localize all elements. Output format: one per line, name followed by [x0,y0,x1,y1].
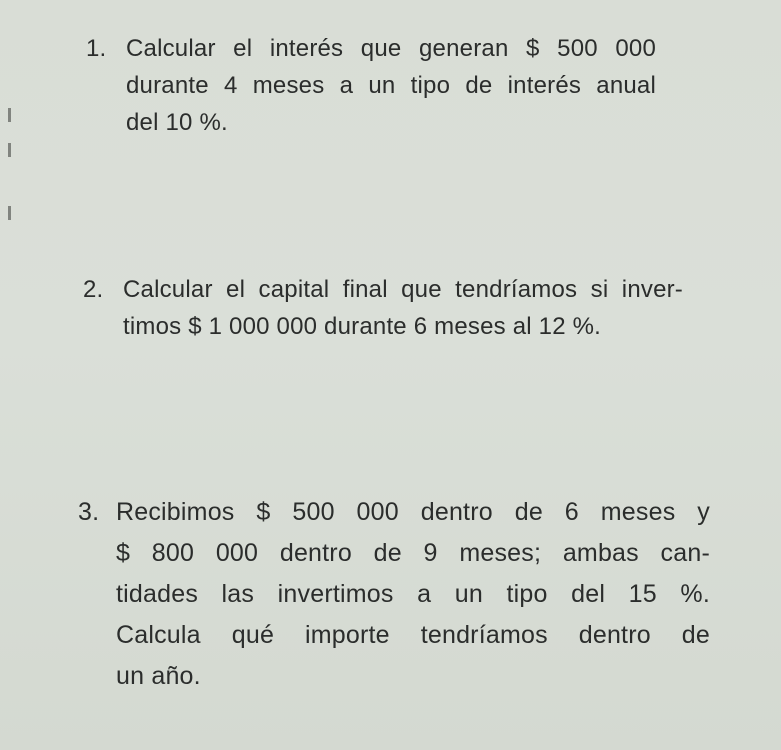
problem-line: tidades las invertimos a un tipo del 15 %. [116,580,710,608]
margin-mark [8,206,11,220]
problem-number: 1. [86,35,107,62]
problem-line: Calcular el interés que generan $ 500 000 [126,35,656,62]
problem-line: Recibimos $ 500 000 dentro de 6 meses y [116,498,710,526]
problem-3 [78,492,710,697]
problem-number: 3. [78,498,100,526]
problem-line: durante 4 meses a un tipo de interés anual [126,72,656,99]
problem-2 [83,271,683,345]
margin-mark [8,143,11,157]
problem-line: timos $ 1 000 000 durante 6 meses al 12 %. [123,313,602,340]
problem-text [123,271,683,345]
problem-line: un año. [116,662,201,690]
problem-text [126,30,656,141]
problem-1 [86,30,656,141]
problem-line: Calcular el capital final que tendríamos si inver- [123,276,683,303]
problem-line: del 10 %. [126,109,228,136]
problem-line: $ 800 000 dentro de 9 meses; ambas can- [116,539,710,567]
problem-line: Calcula qué importe tendríamos dentro de [116,621,710,649]
problem-text [116,492,710,697]
margin-mark [8,108,11,122]
problem-number: 2. [83,276,104,303]
